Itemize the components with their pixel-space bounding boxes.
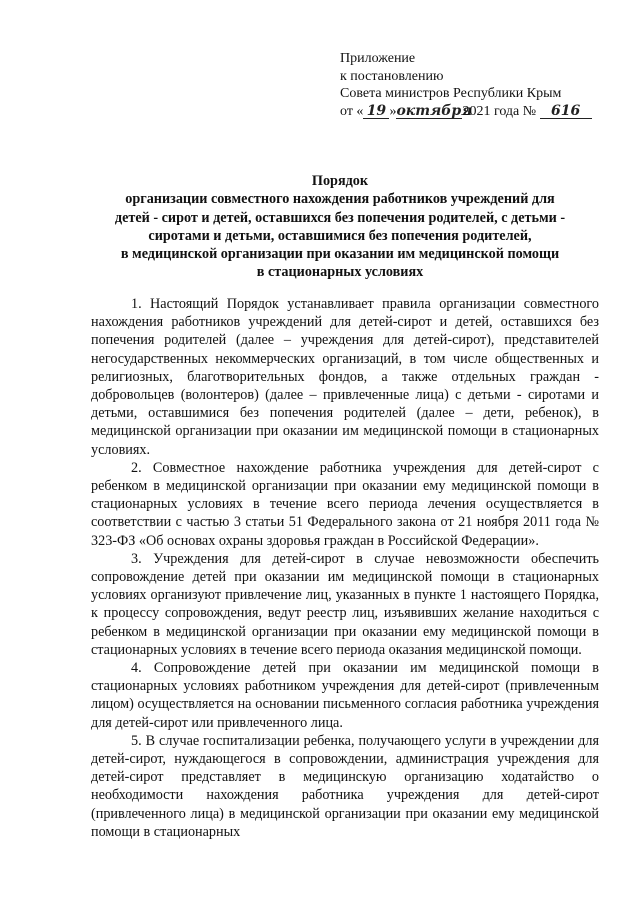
title-line: в стационарных условиях — [256, 264, 424, 281]
appendix-line-3: Совета министров Республики Крым — [340, 86, 562, 101]
title-line: в медицинской организации при оказании им медицинской помощи — [120, 246, 560, 263]
appendix-date-line — [340, 103, 592, 121]
date-day-handwritten: 19 — [363, 104, 389, 119]
date-mid: » — [389, 103, 397, 119]
date-month-handwritten: октября — [396, 102, 473, 119]
title-line: Порядок — [311, 173, 369, 189]
decree-number-handwritten: 616 — [540, 104, 592, 119]
paragraph-4: 4. Сопровождение детей при оказании им медицинской помощи в стационарных условиях работником учреждения для детей-сирот (привлеченным лицом) осуществляется на основании письменного согласия работника учреждения для детей-сирот или привлеченного лица. — [91, 660, 599, 731]
document-title — [70, 172, 610, 282]
title-line: сиротами и детьми, оставшимися без попечения родителей, — [148, 227, 532, 244]
paragraph-1: 1. Настоящий Порядок устанавливает правила организации совместного нахождения работников учреждений для детей-сирот и детей, оставшихся без попечения родителей (далее – учреждения для детей-сирот), представителей негосударственных некоммерческих организаций, в том числе общественных и религиозных, благотворительных фондов, а также отдельных граждан - добровольцев (волонтеров) (далее – привлеченные лица) с детьми - сиротами и детьми, оставшимися без попечения родителей (далее – дети, ребенок), в медицинской организации при оказании им медицинской помощи в стационарных условиях. — [91, 296, 599, 458]
appendix-block — [340, 50, 592, 120]
paragraph-3: 3. Учреждения для детей-сирот в случае невозможности обеспечить сопровождение детей при оказании им медицинской помощи в стационарных условиях организуют привлечение лиц, указанных в пункте 1 настоящего Порядка, к процессу сопровождения, ведут реестр лиц, изъявивших желание находиться с ребенком в медицинской организации при оказании ему медицинской помощи в стационарных условиях в течение всего периода оказания медицинской помощи. — [91, 550, 599, 658]
title-line: детей - сирот и детей, оставшихся без попечения родителей, с детьми - — [114, 209, 566, 226]
paragraph-2: 2. Совместное нахождение работника учреждения для детей-сирот с ребенком в медицинской организации при оказании ему медицинской помощи в стационарных условиях в течение всего периода лечения осуществляется в соответствии с частью 3 статьи 51 Федерального закона от 21 ноября 2011 года № 323-ФЗ «Об основах охраны здоровья граждан в Российской Федерации». — [91, 459, 599, 549]
paragraph-5: 5. В случае госпитализации ребенка, получающего услуги в учреждении для детей-сирот, нуждающегося в сопровождении, администрация учреждения для детей-сирот представляет в медицинскую организацию ходатайство о необходимости нахождения работника учреждения для детей-сирот (привлеченного лица) в медицинской организации при оказании ему медицинской помощи в стационарных — [91, 732, 599, 840]
appendix-line-1: Приложение — [340, 51, 416, 66]
appendix-line-2: к постановлению — [340, 68, 444, 84]
document-body — [91, 295, 599, 841]
date-prefix: от « — [340, 103, 364, 119]
title-line: организации совместного нахождения работников учреждений для — [125, 191, 555, 208]
date-year: 2021 года № — [462, 103, 537, 119]
